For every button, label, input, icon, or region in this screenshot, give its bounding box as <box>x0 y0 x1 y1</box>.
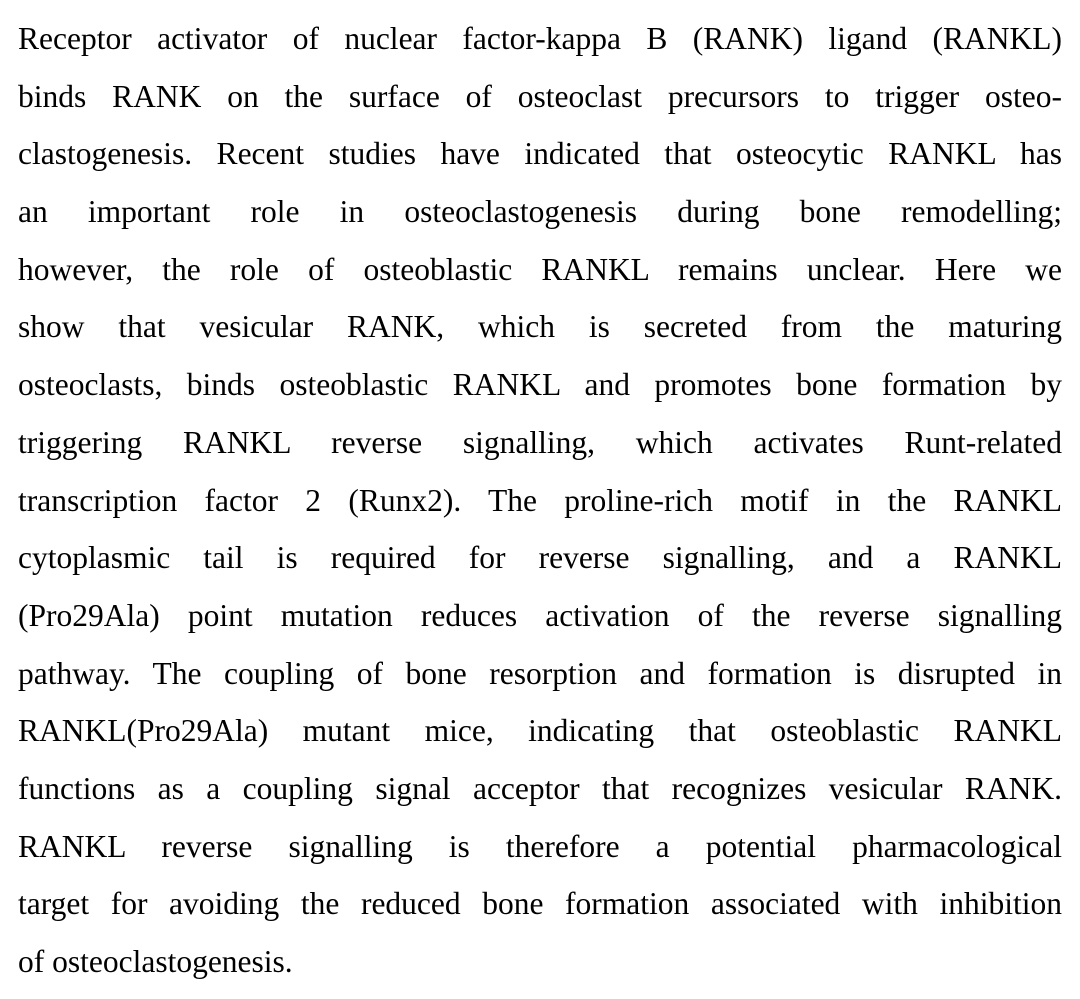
abstract-line: however, the role of osteoblastic RANKL remains unclear. Here we <box>18 251 1062 287</box>
abstract-line: an important role in osteoclastogenesis during bone remodelling; <box>18 194 1062 230</box>
abstract-line: show that vesicular RANK, which is secreted from the maturing <box>18 309 1062 345</box>
abstract-line: clastogenesis. Recent studies have indicated that osteocytic RANKL has <box>18 136 1062 172</box>
abstract-line: Receptor activator of nuclear factor-kappa B (RANK) ligand (RANKL) <box>18 21 1062 56</box>
abstract-line: of osteoclastogenesis. <box>18 944 293 979</box>
abstract-line: cytoplasmic tail is required for reverse signalling, and a RANKL <box>18 540 1062 576</box>
abstract-line: pathway. The coupling of bone resorption and formation is disrupted in <box>18 655 1062 691</box>
abstract-paragraph <box>18 10 1062 991</box>
abstract-line: osteoclasts, binds osteoblastic RANKL and promotes bone formation by <box>18 367 1062 403</box>
abstract-line: transcription factor 2 (Runx2). The proline-rich motif in the RANKL <box>18 482 1062 518</box>
abstract-line: (Pro29Ala) point mutation reduces activation of the reverse signalling <box>18 597 1062 633</box>
abstract-line: binds RANK on the surface of osteoclast precursors to trigger osteo- <box>18 78 1062 114</box>
abstract-line: RANKL reverse signalling is therefore a potential pharmacological <box>18 828 1062 864</box>
abstract-line: triggering RANKL reverse signalling, which activates Runt-related <box>18 424 1062 460</box>
abstract-line: target for avoiding the reduced bone formation associated with inhibition <box>18 886 1062 922</box>
abstract-line: functions as a coupling signal acceptor that recognizes vesicular RANK. <box>18 770 1062 806</box>
abstract-line: RANKL(Pro29Ala) mutant mice, indicating that osteoblastic RANKL <box>18 713 1062 749</box>
